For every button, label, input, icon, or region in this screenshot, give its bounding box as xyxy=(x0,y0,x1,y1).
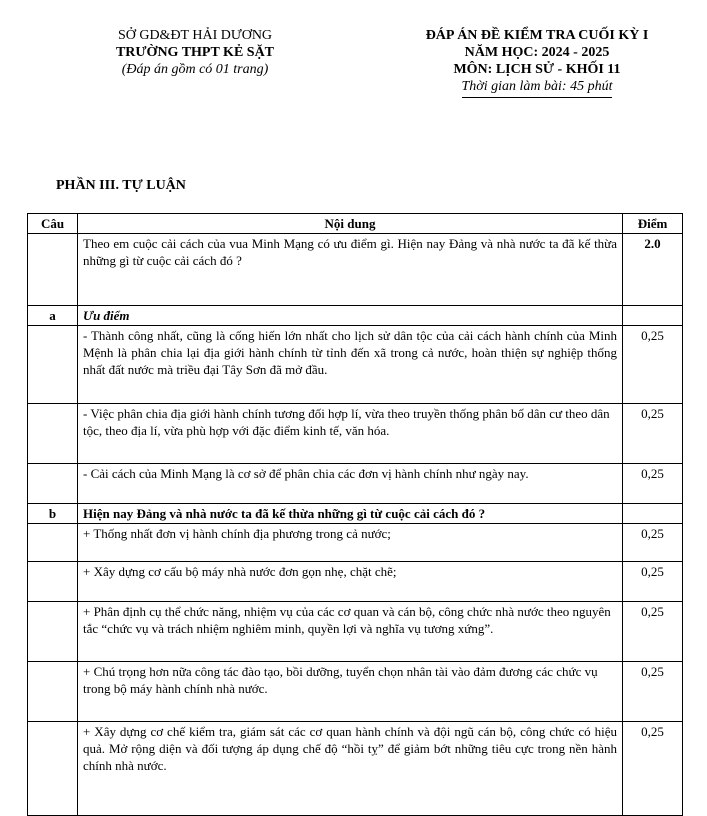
answer-score: 0,25 xyxy=(623,722,683,816)
answer-score: 0,25 xyxy=(623,404,683,464)
table-row xyxy=(28,722,683,816)
part-b-heading-row xyxy=(28,504,683,524)
answer-text: - Thành công nhất, cũng là cống hiến lớn nhất cho lịch sử dân tộc của cải cách hành chính của Minh Mệnh là phân chia lại địa giới hành chính từ tỉnh đến xã trong cả nước, hoàn thiện sự nghiệp thống nhất đất nước mà triều đại Tây Sơn đã mở đầu. xyxy=(78,326,623,404)
answer-score: 0,25 xyxy=(623,464,683,504)
answer-score: 0,25 xyxy=(623,562,683,602)
answer-text: + Thống nhất đơn vị hành chính địa phương trong cả nước; xyxy=(78,524,623,562)
exam-time: Thời gian làm bài: 45 phút xyxy=(462,78,613,98)
answer-text: + Chú trọng hơn nữa công tác đào tạo, bồi dưỡng, tuyển chọn nhân tài vào đảm đương các chức vụ trong bộ máy hành chính nhà nước. xyxy=(78,662,623,722)
subject-grade: MÔN: LỊCH SỬ - KHỐI 11 xyxy=(453,62,621,77)
answer-text: + Xây dựng cơ chế kiểm tra, giám sát các cơ quan hành chính và đội ngũ cán bộ, công chức có hiệu quả. Mở rộng diện và đối tượng áp dụng chế độ “hồi tỵ” để giảm bớt những tiêu cực trong nền hành chính nhà nước. xyxy=(78,722,623,816)
school-name: TRƯỜNG THPT KẺ SẶT xyxy=(115,45,275,60)
table-row xyxy=(28,326,683,404)
table-row xyxy=(28,404,683,464)
part-a-heading-row xyxy=(28,306,683,326)
question-text: Theo em cuộc cải cách của vua Minh Mạng có ưu điểm gì. Hiện nay Đảng và nhà nước ta đã kế thừa những gì từ cuộc cải cách đó ? xyxy=(78,234,623,306)
page-count-note: (Đáp án gồm có 01 trang) xyxy=(121,62,269,77)
answer-score: 0,25 xyxy=(623,326,683,404)
department-name: SỞ GD&ĐT HẢI DƯƠNG xyxy=(117,28,273,43)
table-row xyxy=(28,562,683,602)
header-right xyxy=(388,27,686,98)
answer-text: - Cải cách của Minh Mạng là cơ sở để phân chia các đơn vị hành chính như ngày nay. xyxy=(78,464,623,504)
header-cau: Câu xyxy=(28,214,78,234)
question-score: 2.0 xyxy=(623,234,683,306)
part-b-label: b xyxy=(28,504,78,524)
header-left xyxy=(100,27,290,78)
answer-text: - Việc phân chia địa giới hành chính tương đối hợp lí, vừa theo truyền thống phân bố dân cư theo dân tộc, theo địa lí, vừa phù hợp với đặc điểm kinh tế, văn hóa. xyxy=(78,404,623,464)
part-a-label: a xyxy=(28,306,78,326)
question-row xyxy=(28,234,683,306)
table-header-row xyxy=(28,214,683,234)
header-noi-dung: Nội dung xyxy=(78,214,623,234)
table-row xyxy=(28,524,683,562)
answer-text: + Phân định cụ thể chức năng, nhiệm vụ của các cơ quan và cán bộ, công chức nhà nước theo nguyên tắc “chức vụ và trách nhiệm nghiêm minh, quyền lợi và nghĩa vụ tương xứng”. xyxy=(78,602,623,662)
part-b-heading: Hiện nay Đảng và nhà nước ta đã kế thừa những gì từ cuộc cải cách đó ? xyxy=(78,504,623,524)
header-diem: Điểm xyxy=(623,214,683,234)
table-row xyxy=(28,602,683,662)
section-title: PHẦN III. TỰ LUẬN xyxy=(56,178,186,193)
answer-table xyxy=(27,213,683,816)
document-title: ĐÁP ÁN ĐỀ KIỂM TRA CUỐI KỲ I xyxy=(425,28,649,43)
answer-text: + Xây dựng cơ cấu bộ máy nhà nước đơn gọn nhẹ, chặt chẽ; xyxy=(78,562,623,602)
answer-score: 0,25 xyxy=(623,524,683,562)
part-a-heading: Ưu điểm xyxy=(78,306,623,326)
answer-score: 0,25 xyxy=(623,602,683,662)
school-year: NĂM HỌC: 2024 - 2025 xyxy=(464,45,610,60)
table-row xyxy=(28,662,683,722)
table-row xyxy=(28,464,683,504)
answer-score: 0,25 xyxy=(623,662,683,722)
